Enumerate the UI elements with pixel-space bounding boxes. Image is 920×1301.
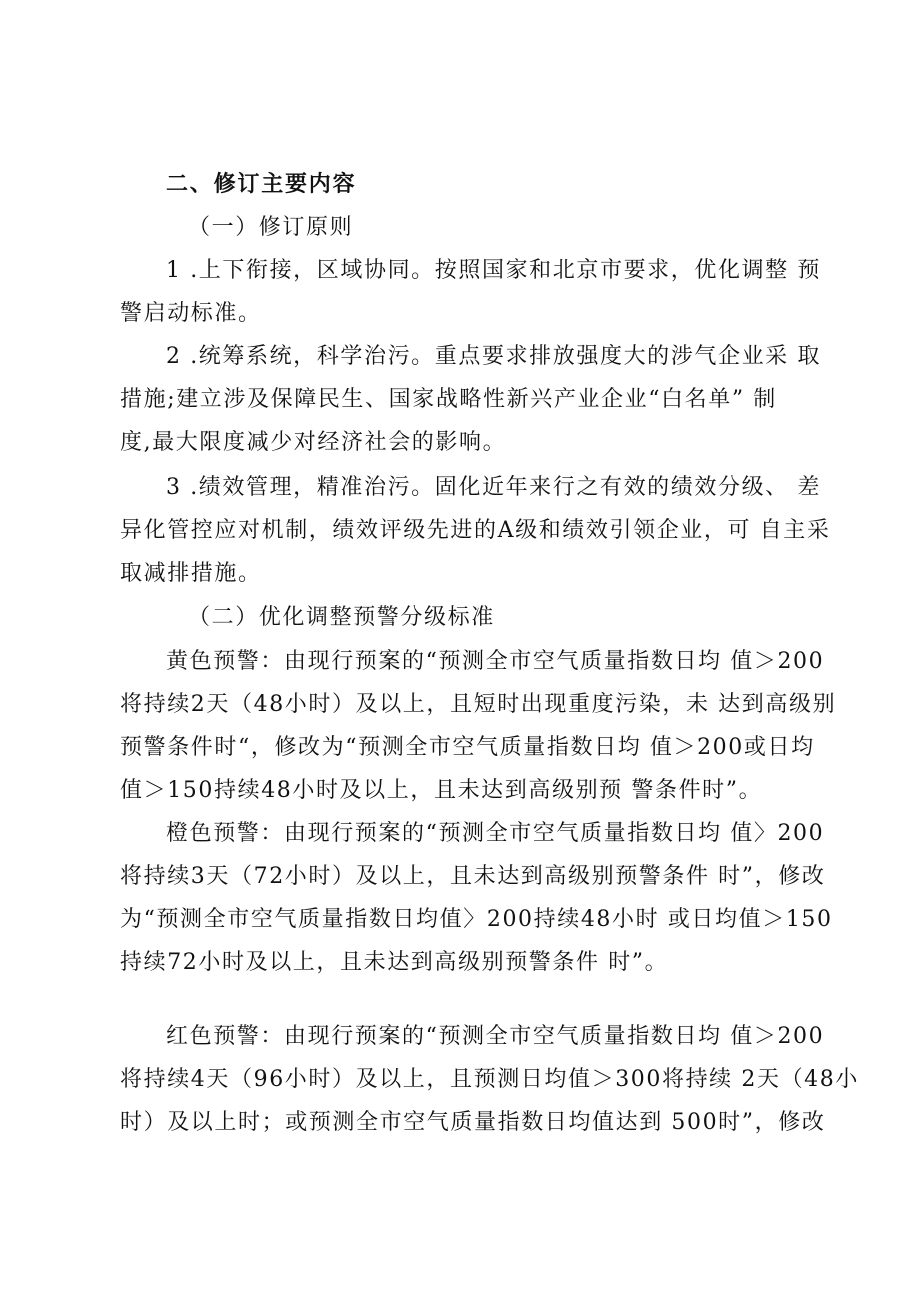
principle-2-line-2: 措施;建立涉及保障民生、国家战略性新兴产业企业“白名单” 制: [120, 387, 777, 412]
principle-3-line-2: 异化管控应对机制，绩效评级先进的A级和绩效引领企业，可 自主采: [120, 518, 831, 543]
orange-warning-line-1: 橙色预警：由现行预案的“预测全市空气质量指数日均 值〉200: [166, 821, 825, 846]
orange-warning-line-2: 将持续3天（72小时）及以上，且未达到高级别预警条件 时”，修改: [120, 864, 826, 889]
red-warning-line-2: 将持续4天（96小时）及以上，且预测日均值＞300将持续 2天（48小: [120, 1067, 859, 1092]
principle-2-line-3: 度,最大限度减少对经济社会的影响。: [120, 430, 507, 455]
yellow-warning-line-2: 将持续2天（48小时）及以上，且短时出现重度污染，未 达到高级别: [120, 692, 837, 717]
orange-warning-line-3: 为“预测全市空气质量指数日均值〉200持续48小时 或日均值＞150: [120, 907, 833, 932]
subheading-principles: （一）修订原则: [188, 215, 354, 240]
yellow-warning-line-3: 预警条件时“，修改为“预测全市空气质量指数日均 值＞200或日均: [120, 735, 815, 760]
principle-3-line-1: 3 .绩效管理，精准治污。固化近年来行之有效的绩效分级、 差: [166, 475, 821, 500]
yellow-warning-line-1: 黄色预警：由现行预案的“预测全市空气质量指数日均 值＞200: [166, 649, 825, 674]
principle-3-line-3: 取减排措施。: [120, 561, 262, 586]
section-heading: 二、修订主要内容: [166, 172, 357, 197]
subheading-warning-levels: （二）优化调整预警分级标准: [188, 605, 495, 630]
principle-1-line-1: 1 .上下衔接，区域协同。按照国家和北京市要求，优化调整 预: [166, 258, 821, 283]
yellow-warning-line-4: 值＞150持续48小时及以上，且未达到高级别预 警条件时”。: [120, 778, 763, 803]
orange-warning-line-4: 持续72小时及以上，且未达到高级别预警条件 时”。: [120, 950, 669, 975]
principle-2-line-1: 2 .统筹系统，科学治污。重点要求排放强度大的涉气企业采 取: [166, 344, 821, 369]
principle-1-line-2: 警启动标准。: [120, 301, 262, 326]
red-warning-line-3: 时）及以上时；或预测全市空气质量指数日均值达到 500时”，修改: [120, 1110, 826, 1135]
red-warning-line-1: 红色预警：由现行预案的“预测全市空气质量指数日均 值＞200: [166, 1024, 825, 1049]
